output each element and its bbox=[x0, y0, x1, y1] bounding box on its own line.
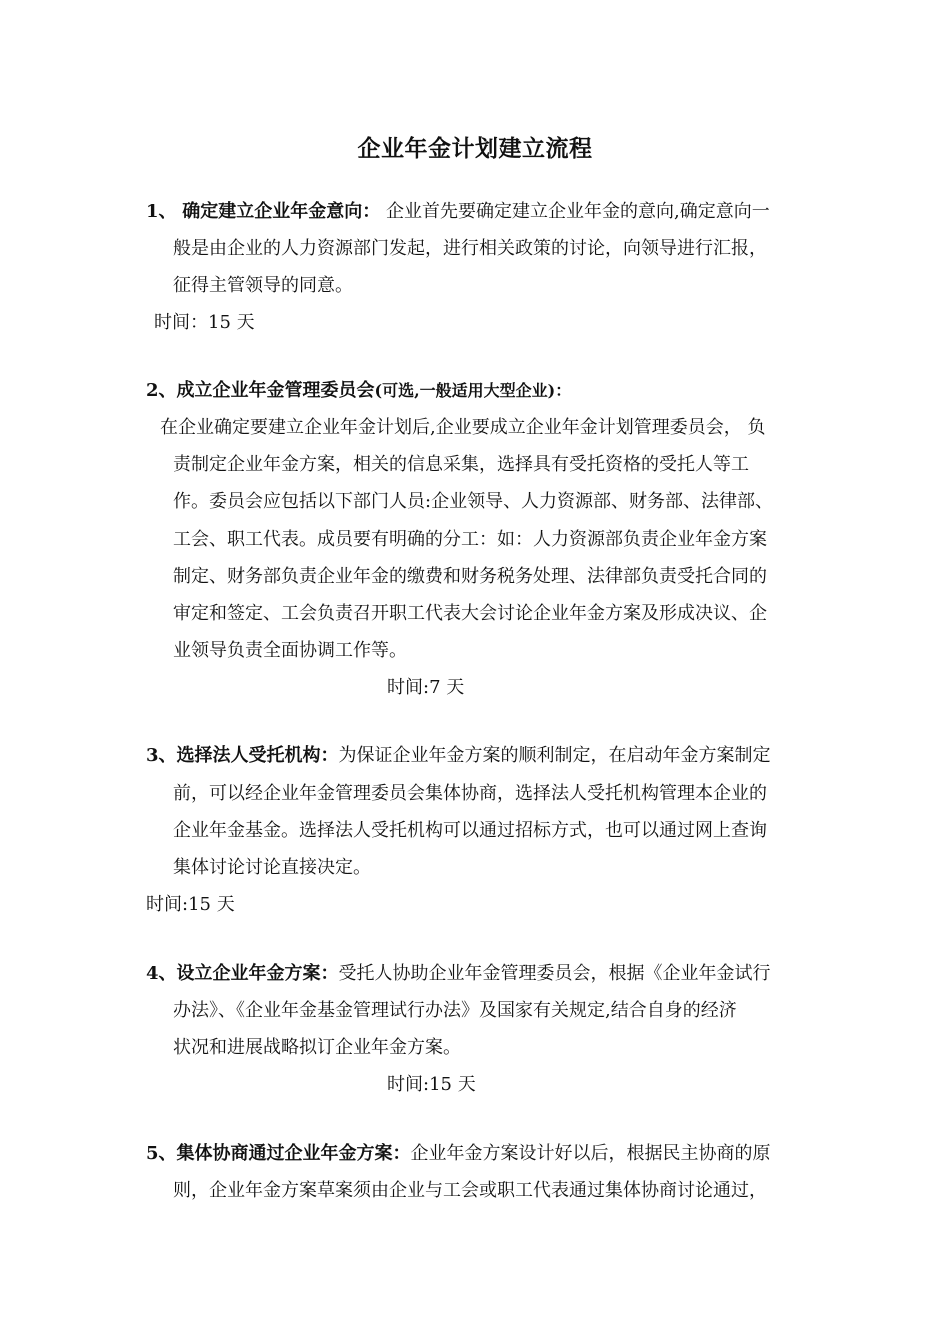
section-text: 受托人协助企业年金管理委员会，根据《企业年金试行 bbox=[338, 963, 771, 984]
section-text: 企业首先要确定建立企业年金的意向,确定意向一 bbox=[386, 201, 770, 222]
section-3 bbox=[146, 743, 826, 769]
section-heading: 确定建立企业年金意向： bbox=[182, 201, 381, 222]
section-text-line: 般是由企业的人力资源部门发起，进行相关政策的讨论，向领导进行汇报， bbox=[173, 238, 767, 259]
section-text-line: 责制定企业年金方案，相关的信息采集，选择具有受托资格的受托人等工 bbox=[173, 454, 749, 475]
section-text-line: 则，企业年金方案草案须由企业与工会或职工代表通过集体协商讨论通过， bbox=[173, 1180, 767, 1201]
section-1 bbox=[146, 199, 826, 225]
section-2 bbox=[146, 378, 826, 404]
section-number: 2、 bbox=[146, 380, 177, 401]
section-4 bbox=[146, 961, 826, 987]
section-5 bbox=[146, 1141, 826, 1167]
section-time: 时间：15 天 bbox=[154, 312, 255, 333]
section-time: 时间:7 天 bbox=[387, 677, 465, 698]
section-text: 企业年金方案设计好以后，根据民主协商的原 bbox=[410, 1143, 771, 1164]
section-heading-note: (可选,一般适用大型企业)： bbox=[374, 381, 572, 400]
section-text-line: 作。委员会应包括以下部门人员:企业领导、人力资源部、财务部、法律部、 bbox=[173, 491, 774, 512]
section-text-line: 在企业确定要建立企业年金计划后,企业要成立企业年金计划管理委员会， 负 bbox=[160, 417, 766, 438]
section-text-line: 审定和签定、工会负责召开职工代表大会讨论企业年金方案及形成决议、企 bbox=[173, 603, 767, 624]
section-text: 为保证企业年金方案的顺利制定，在启动年金方案制定 bbox=[338, 745, 771, 766]
section-text-line: 办法》、《企业年金基金管理试行办法》及国家有关规定,结合自身的经济 bbox=[173, 1000, 737, 1021]
section-text-line: 制定、财务部负责企业年金的缴费和财务税务处理、法律部负责受托合同的 bbox=[173, 566, 767, 587]
section-number: 5、 bbox=[146, 1143, 177, 1164]
section-number: 1、 bbox=[146, 201, 177, 222]
section-text-line: 工会、职工代表。成员要有明确的分工：如：人力资源部负责企业年金方案 bbox=[173, 529, 767, 550]
section-text-line: 集体讨论讨论直接决定。 bbox=[173, 857, 371, 878]
section-number: 4、 bbox=[146, 963, 177, 984]
document-title: 企业年金计划建立流程 bbox=[357, 135, 593, 162]
section-heading: 选择法人受托机构： bbox=[176, 745, 339, 766]
section-number: 3、 bbox=[146, 745, 177, 766]
section-time: 时间:15 天 bbox=[146, 894, 235, 915]
section-heading: 设立企业年金方案： bbox=[176, 963, 339, 984]
section-text-line: 征得主管领导的同意。 bbox=[173, 275, 353, 296]
section-text-line: 业领导负责全面协调工作等。 bbox=[173, 640, 407, 661]
section-time: 时间:15 天 bbox=[387, 1074, 476, 1095]
section-heading: 集体协商通过企业年金方案： bbox=[176, 1143, 411, 1164]
section-heading: 成立企业年金管理委员会 bbox=[176, 380, 375, 401]
section-text-line: 状况和进展战略拟订企业年金方案。 bbox=[173, 1037, 461, 1058]
section-text-line: 企业年金基金。选择法人受托机构可以通过招标方式，也可以通过网上查询 bbox=[173, 820, 767, 841]
section-text-line: 前，可以经企业年金管理委员会集体协商，选择法人受托机构管理本企业的 bbox=[173, 783, 767, 804]
